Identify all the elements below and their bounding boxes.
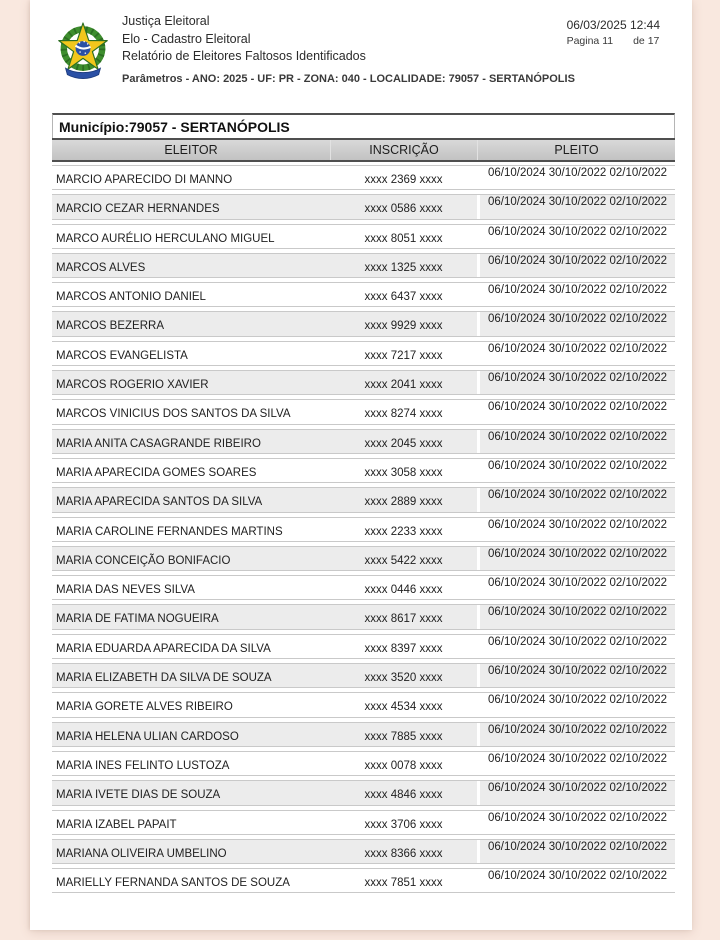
table-row (52, 515, 675, 544)
pleito-cell: 06/10/2024 30/10/2022 02/10/2022 (477, 488, 675, 511)
eleitor-cell: MARIA INES FELINTO LUSTOZA (56, 759, 230, 772)
eleitor-cell: MARCOS BEZERRA (56, 320, 164, 333)
inscricao-cell: xxxx 2233 xxxx (364, 525, 443, 538)
inscricao-cell: xxxx 8051 xxxx (364, 232, 443, 245)
table-row-band (52, 399, 675, 424)
column-header-pleito: PLEITO (477, 140, 675, 160)
table-row-band (52, 429, 675, 454)
table-row-band (52, 194, 675, 219)
eleitor-cell: MARCIO CEZAR HERNANDES (56, 203, 220, 216)
pleito-cell: 06/10/2024 30/10/2022 02/10/2022 (477, 312, 675, 335)
table-row-band (52, 311, 675, 336)
inscricao-cell: xxxx 3520 xxxx (364, 672, 443, 685)
report-parameters: Parâmetros - ANO: 2025 - UF: PR - ZONA: 040 - LOCALIDADE: 79057 - SERTANÓPOLIS (122, 72, 575, 85)
table-row (52, 485, 675, 514)
pleito-cell: 06/10/2024 30/10/2022 02/10/2022 (477, 547, 675, 570)
eleitor-cell: MARIELLY FERNANDA SANTOS DE SOUZA (56, 877, 290, 890)
table-row-band (52, 165, 675, 190)
table-row (52, 690, 675, 719)
table-row (52, 632, 675, 661)
table-row (52, 808, 675, 837)
eleitor-cell: MARIA EDUARDA APARECIDA DA SILVA (56, 642, 271, 655)
eleitor-cell: MARIA HELENA ULIAN CARDOSO (56, 730, 239, 743)
eleitor-cell: MARIA IVETE DIAS DE SOUZA (56, 789, 221, 802)
municipality-title: Município:79057 - SERTANÓPOLIS (59, 119, 290, 135)
document-page (30, 0, 692, 930)
inscricao-cell: xxxx 3058 xxxx (364, 466, 443, 479)
table-row (52, 866, 675, 895)
pleito-cell: 06/10/2024 30/10/2022 02/10/2022 (477, 195, 675, 218)
table-row (52, 661, 675, 690)
table-row-band (52, 868, 675, 893)
pleito-cell: 06/10/2024 30/10/2022 02/10/2022 (477, 840, 675, 863)
inscricao-cell: xxxx 2889 xxxx (364, 496, 443, 509)
pleito-cell: 06/10/2024 30/10/2022 02/10/2022 (477, 723, 675, 746)
table-row-band (52, 751, 675, 776)
pleito-cell: 06/10/2024 30/10/2022 02/10/2022 (477, 400, 675, 423)
inscricao-cell: xxxx 4846 xxxx (364, 789, 443, 802)
pleito-cell: 06/10/2024 30/10/2022 02/10/2022 (477, 459, 675, 482)
table-row (52, 837, 675, 866)
eleitor-cell: MARIA DE FATIMA NOGUEIRA (56, 613, 219, 626)
pleito-cell: 06/10/2024 30/10/2022 02/10/2022 (477, 254, 675, 277)
table-row (52, 720, 675, 749)
inscricao-cell: xxxx 2041 xxxx (364, 379, 443, 392)
report-table (52, 113, 675, 895)
eleitor-cell: MARIANA OLIVEIRA UMBELINO (56, 847, 227, 860)
municipality-header (52, 113, 675, 138)
page-total: de 17 (633, 35, 660, 47)
table-row (52, 602, 675, 631)
pleito-cell: 06/10/2024 30/10/2022 02/10/2022 (477, 869, 675, 892)
table-row-band (52, 839, 675, 864)
table-row (52, 309, 675, 338)
eleitor-cell: MARIA APARECIDA GOMES SOARES (56, 466, 257, 479)
page-indicator (567, 35, 660, 47)
table-row (52, 456, 675, 485)
pleito-cell: 06/10/2024 30/10/2022 02/10/2022 (477, 371, 675, 394)
table-row-band (52, 487, 675, 512)
table-row (52, 778, 675, 807)
table-row-band (52, 692, 675, 717)
table-body (52, 162, 675, 895)
brazil-coat-of-arms-icon (54, 18, 112, 86)
pleito-cell: 06/10/2024 30/10/2022 02/10/2022 (477, 430, 675, 453)
pleito-cell: 06/10/2024 30/10/2022 02/10/2022 (477, 781, 675, 804)
eleitor-cell: MARCOS ROGERIO XAVIER (56, 379, 209, 392)
table-row (52, 163, 675, 192)
inscricao-cell: xxxx 0586 xxxx (364, 203, 443, 216)
inscricao-cell: xxxx 4534 xxxx (364, 701, 443, 714)
inscricao-cell: xxxx 2369 xxxx (364, 174, 443, 186)
inscricao-cell: xxxx 8274 xxxx (364, 408, 443, 421)
eleitor-cell: MARCOS ALVES (56, 261, 146, 274)
pleito-cell: 06/10/2024 30/10/2022 02/10/2022 (477, 635, 675, 658)
table-row-band (52, 253, 675, 278)
table-row (52, 544, 675, 573)
org-line-elo-cadastro: Elo - Cadastro Eleitoral (122, 31, 251, 46)
eleitor-cell: MARIA DAS NEVES SILVA (56, 584, 195, 597)
inscricao-cell: xxxx 8397 xxxx (364, 642, 443, 655)
report-meta (567, 18, 660, 47)
column-header-inscricao: INSCRIÇÃO (330, 140, 477, 160)
table-row (52, 573, 675, 602)
table-row-band (52, 722, 675, 747)
eleitor-cell: MARIA CONCEIÇÃO BONIFACIO (56, 554, 231, 567)
eleitor-cell: MARCOS EVANGELISTA (56, 349, 188, 362)
eleitor-cell: MARIA ANITA CASAGRANDE RIBEIRO (56, 437, 261, 450)
table-row-band (52, 282, 675, 307)
page-number: Pagina 11 (566, 35, 614, 47)
table-row (52, 222, 675, 251)
inscricao-cell: xxxx 7217 xxxx (364, 349, 443, 362)
table-row-band (52, 604, 675, 629)
table-row-band (52, 810, 675, 835)
pleito-cell: 06/10/2024 30/10/2022 02/10/2022 (477, 664, 675, 687)
pleito-cell: 06/10/2024 30/10/2022 02/10/2022 (477, 811, 675, 834)
table-row (52, 368, 675, 397)
table-row-band (52, 663, 675, 688)
inscricao-cell: xxxx 5422 xxxx (364, 554, 443, 567)
table-row-band (52, 341, 675, 366)
inscricao-cell: xxxx 0446 xxxx (364, 584, 443, 597)
table-row-band (52, 370, 675, 395)
table-row (52, 339, 675, 368)
table-row (52, 749, 675, 778)
table-row-band (52, 224, 675, 249)
inscricao-cell: xxxx 7885 xxxx (364, 730, 443, 743)
table-row (52, 251, 675, 280)
table-row-band (52, 634, 675, 659)
table-header-row (52, 138, 675, 162)
org-line-justica-eleitoral: Justiça Eleitoral (122, 14, 210, 28)
eleitor-cell: MARIA ELIZABETH DA SILVA DE SOUZA (56, 672, 272, 685)
eleitor-cell: MARCOS VINICIUS DOS SANTOS DA SILVA (56, 408, 291, 421)
report-datetime: 06/03/2025 12:44 (566, 18, 660, 32)
inscricao-cell: xxxx 6437 xxxx (364, 291, 443, 304)
pleito-cell: 06/10/2024 30/10/2022 02/10/2022 (477, 605, 675, 628)
eleitor-cell: MARCOS ANTONIO DANIEL (56, 291, 206, 304)
table-row (52, 397, 675, 426)
table-row (52, 427, 675, 456)
table-row (52, 192, 675, 221)
inscricao-cell: xxxx 1325 xxxx (364, 261, 443, 274)
inscricao-cell: xxxx 8617 xxxx (364, 613, 443, 626)
column-header-eleitor: ELEITOR (164, 143, 218, 157)
pleito-cell: 06/10/2024 30/10/2022 02/10/2022 (477, 166, 675, 189)
eleitor-cell: MARCIO APARECIDO DI MANNO (56, 174, 233, 186)
pleito-cell: 06/10/2024 30/10/2022 02/10/2022 (477, 576, 675, 599)
report-header-text (122, 13, 575, 85)
table-row-band (52, 780, 675, 805)
report-title: Relatório de Eleitores Faltosos Identificados (122, 49, 366, 63)
inscricao-cell: xxxx 2045 xxxx (364, 437, 443, 450)
eleitor-cell: MARIA GORETE ALVES RIBEIRO (56, 701, 233, 714)
eleitor-cell: MARIA IZABEL PAPAIT (56, 818, 177, 831)
pleito-cell: 06/10/2024 30/10/2022 02/10/2022 (477, 342, 675, 365)
eleitor-cell: MARIA CAROLINE FERNANDES MARTINS (56, 525, 283, 538)
pleito-cell: 06/10/2024 30/10/2022 02/10/2022 (477, 693, 675, 716)
pleito-cell: 06/10/2024 30/10/2022 02/10/2022 (477, 752, 675, 775)
table-row-band (52, 546, 675, 571)
eleitor-cell: MARCO AURÉLIO HERCULANO MIGUEL (56, 232, 275, 245)
inscricao-cell: xxxx 8366 xxxx (364, 847, 443, 860)
inscricao-cell: xxxx 0078 xxxx (364, 759, 443, 772)
inscricao-cell: xxxx 9929 xxxx (364, 320, 443, 333)
table-row-band (52, 517, 675, 542)
table-row-band (52, 458, 675, 483)
inscricao-cell: xxxx 3706 xxxx (364, 818, 443, 831)
pleito-cell: 06/10/2024 30/10/2022 02/10/2022 (477, 225, 675, 248)
table-row (52, 280, 675, 309)
pleito-cell: 06/10/2024 30/10/2022 02/10/2022 (477, 283, 675, 306)
pleito-cell: 06/10/2024 30/10/2022 02/10/2022 (477, 518, 675, 541)
eleitor-cell: MARIA APARECIDA SANTOS DA SILVA (56, 496, 263, 509)
inscricao-cell: xxxx 7851 xxxx (364, 877, 443, 890)
table-row-band (52, 575, 675, 600)
